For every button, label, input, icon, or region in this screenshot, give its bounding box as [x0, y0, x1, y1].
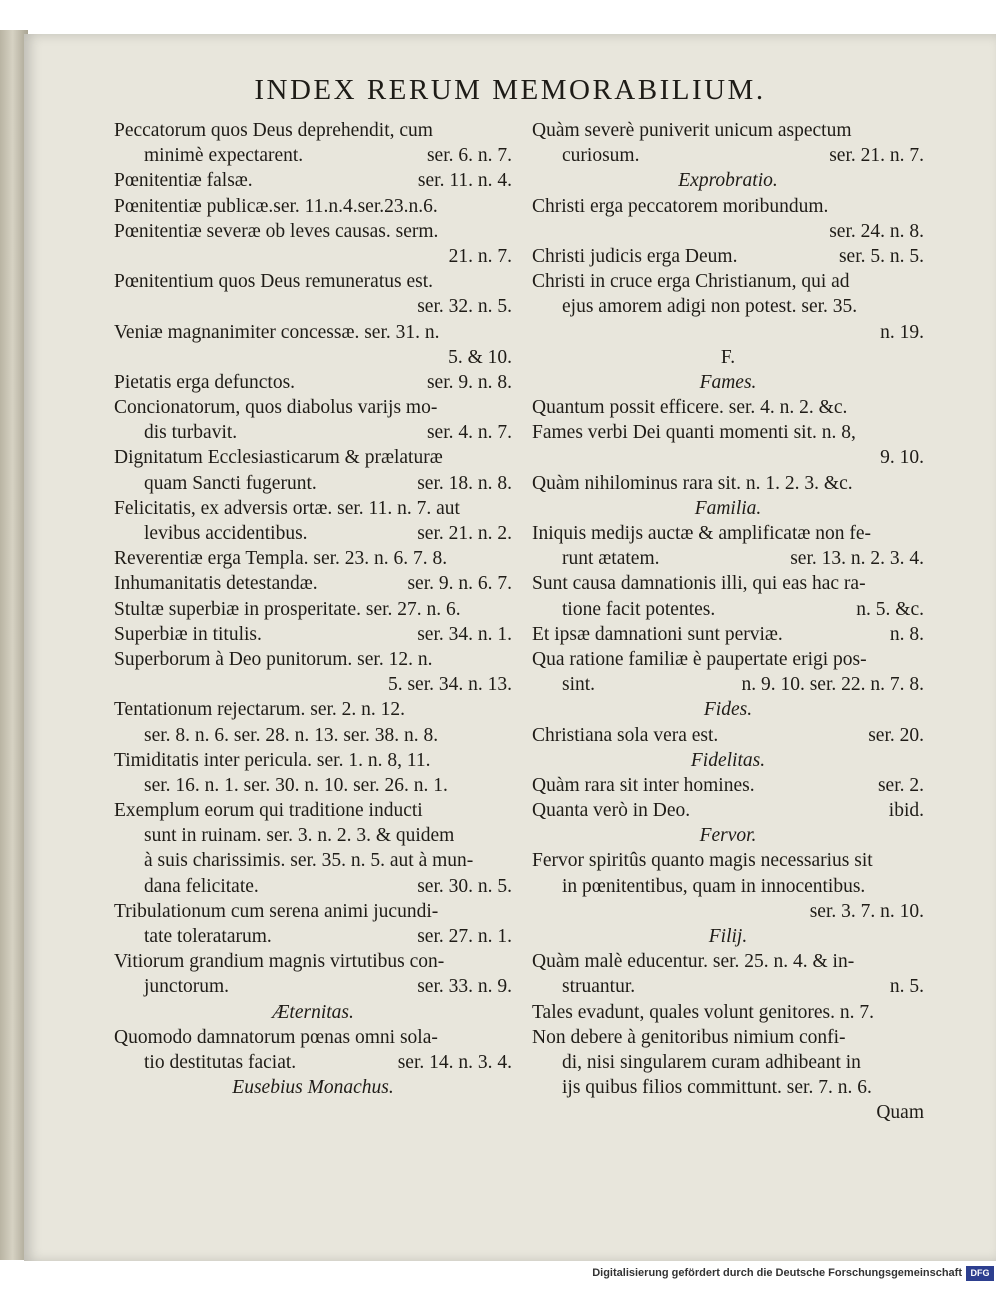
entry-text: Fervor spiritûs quanto magis necessarius sit [532, 850, 873, 872]
index-entry-line [114, 1050, 512, 1075]
index-entry-line [114, 194, 512, 219]
entry-text: Et ipsæ damnationi sunt perviæ. [532, 623, 783, 645]
index-entry-line [532, 949, 924, 974]
index-entry-line [114, 647, 512, 672]
entry-reference: ser. 34. n. 1. [417, 623, 512, 645]
index-entry-line [114, 672, 512, 697]
index-heading-text: F. [720, 346, 736, 368]
entry-reference: ser. 21. n. 2. [417, 523, 512, 544]
entry-reference: n. 9. 10. ser. 22. n. 7. 8. [741, 674, 924, 696]
entry-reference: ser. 18. n. 8. [417, 472, 512, 494]
funding-note: Digitalisierung gefördert durch die Deutsche Forschungsgemeinschaft [592, 1267, 962, 1279]
index-heading-text: Familia. [694, 497, 762, 519]
index-entry-line [532, 1100, 924, 1125]
index-entry-line [532, 597, 924, 622]
entry-reference: n. 19. [880, 321, 924, 343]
index-entry-line [532, 521, 924, 546]
index-entry-line [532, 622, 924, 647]
entry-reference: ser. 33. n. 9. [417, 976, 512, 998]
index-entry-line [532, 420, 924, 445]
entry-text: Pœnitentiæ severæ ob leves causas. serm. [114, 220, 439, 242]
entry-text: tione facit potentes. [562, 598, 716, 620]
digitization-footer [0, 1261, 1000, 1289]
entry-text: Quanta verò in Deo. [532, 800, 691, 822]
entry-text: junctorum. [144, 976, 230, 998]
entry-text: curiosum. [562, 145, 640, 167]
entry-text: Iniquis medijs auctæ & amplificatæ non fe- [532, 523, 872, 544]
index-entry-line [114, 420, 512, 445]
index-heading [114, 1000, 512, 1025]
index-entry-line [114, 168, 512, 193]
entry-text: Quàm nihilominus rara sit. n. 1. 2. 3. &c. [532, 472, 853, 494]
entry-reference: ser. 5. n. 5. [838, 245, 924, 267]
entry-text: Christi in cruce erga Christianum, qui ad [532, 271, 850, 293]
entry-reference: ser. 30. n. 5. [417, 875, 512, 897]
entry-text: Veniæ magnanimiter concessæ. ser. 31. n. [114, 321, 440, 343]
entry-text: Pœnitentiæ falsæ. [114, 170, 253, 192]
entry-text: Pœnitentium quos Deus remuneratus est. [114, 271, 433, 293]
index-entry-line [532, 445, 924, 470]
entry-text: Quàm rara sit inter homines. [532, 774, 755, 796]
index-entry-line [114, 874, 512, 899]
entry-text: Stultæ superbiæ in prosperitate. ser. 27. n. 6. [114, 598, 461, 620]
entry-reference: ser. 9. n. 8. [426, 371, 512, 393]
index-entry-line [532, 294, 924, 319]
index-entry-line [532, 672, 924, 697]
index-entry-line [532, 269, 924, 294]
left-index-column [114, 118, 512, 1100]
entry-text: Tales evadunt, quales volunt genitores. n. 7. [532, 1001, 874, 1023]
entry-reference: 5. & 10. [448, 346, 512, 368]
index-entry-line [532, 194, 924, 219]
index-heading-text: Exprobratio. [678, 170, 778, 192]
index-entry-line [532, 1075, 924, 1100]
entry-text: ser. 16. n. 1. ser. 30. n. 10. ser. 26. n. 1. [144, 774, 448, 796]
entry-text: Non debere à genitoribus nimium confi- [532, 1026, 846, 1048]
index-entry-line [114, 370, 512, 395]
index-entry-line [114, 949, 512, 974]
index-entry-line [114, 697, 512, 722]
index-entry-line [532, 647, 924, 672]
entry-reference: ser. 24. n. 8. [829, 220, 924, 242]
index-entry-line [532, 723, 924, 748]
index-entry-line [114, 395, 512, 420]
entry-text: Superbiæ in titulis. [114, 623, 262, 645]
index-entry-line [532, 874, 924, 899]
index-entry-line [114, 974, 512, 999]
index-entry-line [532, 320, 924, 345]
index-entry-line [532, 395, 924, 420]
entry-text: di, nisi singularem curam adhibeant in [562, 1051, 861, 1073]
index-entry-line [114, 1025, 512, 1050]
entry-text: dis turbavit. [144, 422, 238, 444]
entry-reference: ser. 20. [868, 724, 924, 746]
dfg-logo-icon: DFG [966, 1266, 994, 1281]
entry-text: Quantum possit efficere. ser. 4. n. 2. &c. [532, 397, 848, 419]
entry-text: Christi judicis erga Deum. [532, 245, 738, 267]
index-entry-line [532, 244, 924, 269]
entry-text: ejus amorem adigi non potest. ser. 35. [562, 296, 858, 318]
entry-text: Christiana sola vera est. [532, 724, 719, 746]
index-heading-text: Fides. [703, 699, 753, 721]
entry-reference: ser. 9. n. 6. 7. [407, 573, 512, 595]
entry-text: Reverentiæ erga Templa. ser. 23. n. 6. 7. 8. [114, 548, 448, 570]
entry-reference: n. 8. [889, 623, 924, 645]
entry-text: Quomodo damnatorum pœnas omni sola- [114, 1026, 438, 1048]
index-entry-line [114, 219, 512, 244]
entry-text: Christi erga peccatorem moribundum. [532, 195, 829, 217]
index-entry-line [532, 773, 924, 798]
index-heading [532, 370, 924, 395]
entry-reference: n. 5. [889, 976, 924, 998]
entry-reference: ser. 21. n. 7. [829, 145, 924, 167]
index-entry-line [532, 798, 924, 823]
entry-text: Qua ratione familiæ è paupertate erigi pos- [532, 648, 867, 670]
entry-reference: ser. 32. n. 5. [417, 296, 512, 318]
entry-reference: ser. 6. n. 7. [426, 145, 512, 167]
entry-text: Dignitatum Ecclesiasticarum & prælaturæ [114, 447, 443, 469]
index-entry-line [532, 1025, 924, 1050]
index-entry-line [532, 143, 924, 168]
index-entry-line [114, 748, 512, 773]
entry-text: Fames verbi Dei quanti momenti sit. n. 8, [532, 422, 856, 444]
entry-reference: ser. 4. n. 7. [426, 422, 512, 444]
index-entry-line [114, 118, 512, 143]
index-heading [532, 924, 924, 949]
index-entry-line [532, 848, 924, 873]
entry-text: tio destitutas faciat. [144, 1051, 297, 1073]
index-entry-line [532, 1000, 924, 1025]
entry-text: Felicitatis, ex adversis ortæ. ser. 11. n. 7. aut [114, 497, 460, 519]
entry-text: Timiditatis inter pericula. ser. 1. n. 8, 11. [114, 749, 431, 771]
running-head: INDEX RERUM MEMORABILIUM. [254, 74, 766, 106]
entry-text: Quàm malè educentur. ser. 25. n. 4. & in- [532, 951, 855, 973]
index-entry-line [114, 269, 512, 294]
index-heading-text: Fidelitas. [690, 749, 766, 771]
index-heading [532, 697, 924, 722]
index-entry-line [114, 723, 512, 748]
entry-reference: 21. n. 7. [448, 245, 512, 267]
index-entry-line [114, 773, 512, 798]
index-entry-line [114, 143, 512, 168]
entry-reference: ser. 3. 7. n. 10. [809, 900, 924, 922]
entry-reference: ser. 11. n. 4. [417, 170, 512, 192]
index-entry-line [114, 345, 512, 370]
index-entry-line [532, 899, 924, 924]
entry-text: à suis charissimis. ser. 35. n. 5. aut à mun- [144, 850, 474, 872]
entry-text: Tentationum rejectarum. ser. 2. n. 12. [114, 699, 406, 721]
entry-text: Peccatorum quos Deus deprehendit, cum [114, 120, 433, 141]
index-heading [532, 823, 924, 848]
index-entry-line [114, 798, 512, 823]
entry-reference: 9. 10. [880, 447, 924, 469]
index-entry-line [114, 445, 512, 470]
index-heading-text: Fames. [699, 371, 757, 393]
index-entry-line [114, 496, 512, 521]
index-entry-line [114, 597, 512, 622]
index-heading-text: Filij. [708, 926, 748, 947]
index-entry-line [114, 546, 512, 571]
entry-text: Superborum à Deo punitorum. ser. 12. n. [114, 648, 433, 670]
entry-text: struantur. [562, 976, 636, 998]
entry-text: Exemplum eorum qui traditione inducti [114, 800, 423, 822]
entry-text: Tribulationum cum serena animi jucundi- [114, 900, 439, 922]
index-entry-line [114, 320, 512, 345]
entry-text: Sunt causa damnationis illi, qui eas hac ra- [532, 573, 866, 595]
entry-text: sunt in ruinam. ser. 3. n. 2. 3. & quidem [144, 825, 455, 847]
entry-text: levibus accidentibus. [144, 523, 308, 544]
index-entry-line [114, 924, 512, 949]
index-entry-line [532, 974, 924, 999]
entry-text: Vitiorum grandium magnis virtutibus con- [114, 951, 445, 973]
entry-text: sint. [562, 674, 596, 696]
entry-text: Pietatis erga defunctos. [114, 371, 296, 393]
index-entry-line [532, 1050, 924, 1075]
entry-text: Pœnitentiæ publicæ.ser. 11.n.4.ser.23.n.6. [114, 195, 438, 217]
index-entry-line [114, 823, 512, 848]
index-entry-line [532, 571, 924, 596]
index-heading-text: Eusebius Monachus. [232, 1077, 394, 1099]
entry-reference: ser. 27. n. 1. [417, 926, 512, 947]
right-index-column [532, 118, 924, 1126]
index-entry-line [114, 622, 512, 647]
entry-text: Concionatorum, quos diabolus varijs mo- [114, 397, 438, 419]
entry-text: ijs quibus filios committunt. ser. 7. n. 6. [562, 1077, 872, 1099]
entry-text: quam Sancti fugerunt. [144, 472, 317, 494]
entry-reference: ser. 2. [877, 774, 924, 796]
index-heading-text: Æternitas. [272, 1001, 354, 1023]
index-heading [532, 345, 924, 370]
entry-text: Quàm severè puniverit unicum aspectum [532, 120, 852, 141]
entry-text: Inhumanitatis detestandæ. [114, 573, 318, 595]
entry-text: minimè expectarent. [144, 145, 304, 167]
index-heading [532, 748, 924, 773]
index-entry-line [532, 219, 924, 244]
index-entry-line [114, 294, 512, 319]
index-entry-line [114, 521, 512, 546]
entry-text: ser. 8. n. 6. ser. 28. n. 13. ser. 38. n. 8. [144, 724, 439, 746]
entry-reference: ser. 14. n. 3. 4. [397, 1051, 512, 1073]
index-heading [532, 496, 924, 521]
index-heading-text: Fervor. [699, 825, 757, 847]
index-heading [114, 1075, 512, 1100]
index-entry-line [532, 118, 924, 143]
entry-reference: ser. 13. n. 2. 3. 4. [790, 548, 924, 570]
entry-text: dana felicitate. [144, 875, 259, 897]
index-entry-line [532, 546, 924, 571]
index-heading [532, 168, 924, 193]
entry-text: runt ætatem. [562, 548, 660, 570]
index-entry-line [114, 899, 512, 924]
index-entry-line [114, 244, 512, 269]
index-entry-line [114, 848, 512, 873]
entry-text: tate toleratarum. [144, 926, 272, 947]
entry-reference: Quam [876, 1102, 924, 1124]
index-entry-line [114, 471, 512, 496]
entry-reference: ibid. [888, 800, 924, 822]
index-entry-line [114, 571, 512, 596]
entry-text: in pœnitentibus, quam in innocentibus. [562, 875, 866, 897]
index-entry-line [532, 471, 924, 496]
entry-reference: n. 5. &c. [856, 598, 924, 620]
entry-reference: 5. ser. 34. n. 13. [387, 674, 512, 696]
